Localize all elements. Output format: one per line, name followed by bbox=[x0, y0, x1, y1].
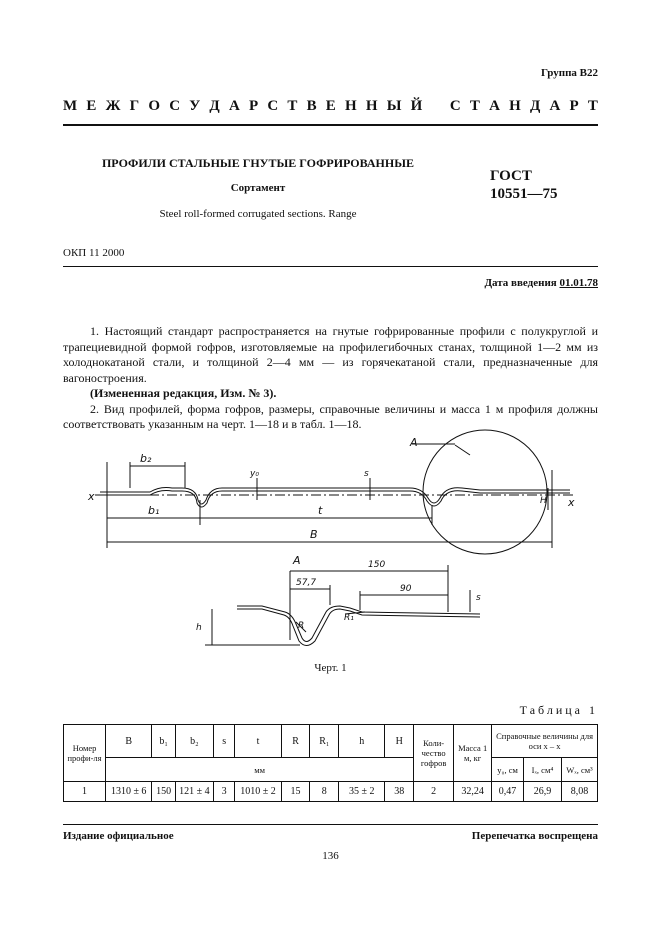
label-b1: b₁ bbox=[148, 504, 160, 517]
header-R: R bbox=[281, 725, 310, 758]
data-table bbox=[63, 724, 598, 802]
cell: 150 bbox=[152, 782, 176, 802]
okp-code: ОКП 11 2000 bbox=[63, 247, 125, 259]
cell: 1010 ± 2 bbox=[235, 782, 281, 802]
detail-leader bbox=[455, 445, 470, 455]
standard-heading-letter: С bbox=[169, 98, 181, 114]
paragraph-1: 1. Настоящий стандарт распространяется на гнутые гофрированные профили с полукруглой и трапециевидной формой гофров, изготовляемые на профилегибочных станах, толщиной 1—2 мм из холоднокатаной стали, и толщиной 2—4 мм — из горячекатаной стали, предназначенные для вагоностроения. bbox=[63, 324, 598, 385]
cell: 2 bbox=[414, 782, 454, 802]
standard-heading-letter: Е bbox=[86, 98, 97, 114]
standard-heading-letter: У bbox=[189, 98, 201, 114]
label-s: s bbox=[364, 469, 369, 479]
document-subtitle: Сортамент bbox=[230, 182, 286, 194]
document-title: ПРОФИЛИ СТАЛЬНЫЕ ГНУТЫЕ ГОФРИРОВАННЫЕ bbox=[101, 156, 415, 170]
label-H: H bbox=[540, 496, 547, 506]
label-x-right: x bbox=[568, 496, 575, 509]
profile-line-outer bbox=[100, 488, 570, 505]
cell: 8,08 bbox=[561, 782, 597, 802]
standard-heading-letter: Р bbox=[248, 98, 259, 114]
label-R1: R₁ bbox=[344, 613, 354, 623]
standard-heading-letter: Е bbox=[325, 98, 336, 114]
standard-heading-letter: А bbox=[228, 98, 240, 114]
header-b1: b₁ bbox=[152, 725, 176, 758]
label-h: h bbox=[196, 623, 202, 633]
standard-heading-letter: Н bbox=[365, 98, 378, 114]
figure-caption: Черт. 1 bbox=[314, 662, 347, 674]
table-row bbox=[64, 782, 598, 802]
standard-heading-letter: В bbox=[306, 98, 317, 114]
header-unit-mm: мм bbox=[106, 758, 414, 782]
detail-circle bbox=[423, 430, 547, 554]
standard-heading-letter: А bbox=[489, 98, 500, 114]
standard-heading-letter: Г bbox=[129, 98, 140, 114]
label-B: B bbox=[310, 528, 318, 541]
header-y0: y₀, см bbox=[492, 758, 524, 782]
table-title: Таблица 1 bbox=[519, 703, 598, 717]
header-B: B bbox=[106, 725, 152, 758]
cell: 38 bbox=[385, 782, 414, 802]
date-value: 01.01.78 bbox=[559, 277, 598, 289]
header-number: Номер профи-ля bbox=[64, 725, 106, 782]
cell: 121 ± 4 bbox=[175, 782, 213, 802]
standard-heading-letter: С bbox=[449, 98, 461, 114]
label-57: 57,7 bbox=[296, 578, 317, 588]
detail-profile-inner bbox=[237, 609, 480, 646]
page-number: 136 bbox=[322, 850, 339, 862]
detail-profile-outer bbox=[237, 606, 480, 642]
header-t: t bbox=[235, 725, 281, 758]
header-h: h bbox=[339, 725, 385, 758]
cell: 32,24 bbox=[454, 782, 492, 802]
label-A-detail: A bbox=[293, 554, 301, 567]
cell: 26,9 bbox=[523, 782, 561, 802]
footer-rule bbox=[63, 824, 598, 825]
footer-official-edition: Издание официальное bbox=[63, 830, 174, 842]
paragraph-2: 2. Вид профилей, форма гофров, размеры, справочные величины и масса 1 м профиля должны соответствовать указанным на черт. 1—18 и в табл. 1—18. bbox=[63, 401, 598, 431]
cell: 1 bbox=[64, 782, 106, 802]
header-mass: Масса 1 м, кг bbox=[454, 725, 492, 782]
standard-heading-letter: Д bbox=[529, 98, 541, 114]
label-A-top: A bbox=[410, 436, 418, 449]
header-reference: Справочные величины для оси x – x bbox=[492, 725, 598, 758]
header-Ix: Iₓ, см⁴ bbox=[523, 758, 561, 782]
header-H: H bbox=[385, 725, 414, 758]
group-label: Группа В22 bbox=[540, 67, 598, 79]
standard-heading-letter: Н bbox=[344, 98, 357, 114]
standard-heading-letter: Ж bbox=[105, 98, 121, 114]
standard-heading-letter: Р bbox=[569, 98, 579, 114]
amendment-note: (Измененная редакция, Изм. № 3). bbox=[90, 386, 277, 400]
cell: 0,47 bbox=[492, 782, 524, 802]
date-label: Дата введения bbox=[484, 277, 557, 289]
label-t: t bbox=[318, 504, 323, 517]
standard-heading-letter: Й bbox=[410, 98, 423, 114]
header-count: Коли-чество гофров bbox=[414, 725, 454, 782]
profile-line-inner bbox=[100, 491, 570, 508]
standard-heading-letter: Д bbox=[209, 98, 220, 114]
standard-heading-letter: М bbox=[63, 98, 78, 114]
cell: 15 bbox=[281, 782, 310, 802]
footer-reprint-prohibited: Перепечатка воспрещена bbox=[471, 830, 598, 842]
standard-heading-letter: А bbox=[549, 98, 561, 114]
standard-heading-letter: О bbox=[148, 98, 160, 114]
header-Wx: Wₓ, см³ bbox=[561, 758, 597, 782]
header-s: s bbox=[213, 725, 235, 758]
cell: 35 ± 2 bbox=[339, 782, 385, 802]
standard-heading-letter: С bbox=[267, 98, 279, 114]
label-R: R bbox=[298, 621, 305, 631]
label-90: 90 bbox=[400, 584, 412, 594]
label-b2: b₂ bbox=[140, 452, 152, 465]
standard-heading-letter: Т bbox=[469, 98, 480, 114]
standard-heading-letter: Н bbox=[509, 98, 521, 114]
label-s-detail: s bbox=[476, 593, 481, 603]
header-b2: b₂ bbox=[175, 725, 213, 758]
gost-label: ГОСТ bbox=[490, 168, 532, 184]
cell: 8 bbox=[310, 782, 339, 802]
cell: 3 bbox=[213, 782, 235, 802]
standard-heading-letter: Т bbox=[587, 98, 598, 114]
label-150: 150 bbox=[368, 560, 386, 570]
standard-heading-letter: Т bbox=[287, 98, 298, 114]
label-x-left: x bbox=[88, 490, 95, 503]
header-R1: R₁ bbox=[310, 725, 339, 758]
cell: 1310 ± 6 bbox=[106, 782, 152, 802]
standard-heading-letter: Ы bbox=[386, 98, 402, 114]
document-english-title: Steel roll-formed corrugated sections. Range bbox=[159, 208, 357, 220]
gost-number: 10551—75 bbox=[490, 186, 558, 202]
label-y0: y₀ bbox=[250, 469, 259, 479]
